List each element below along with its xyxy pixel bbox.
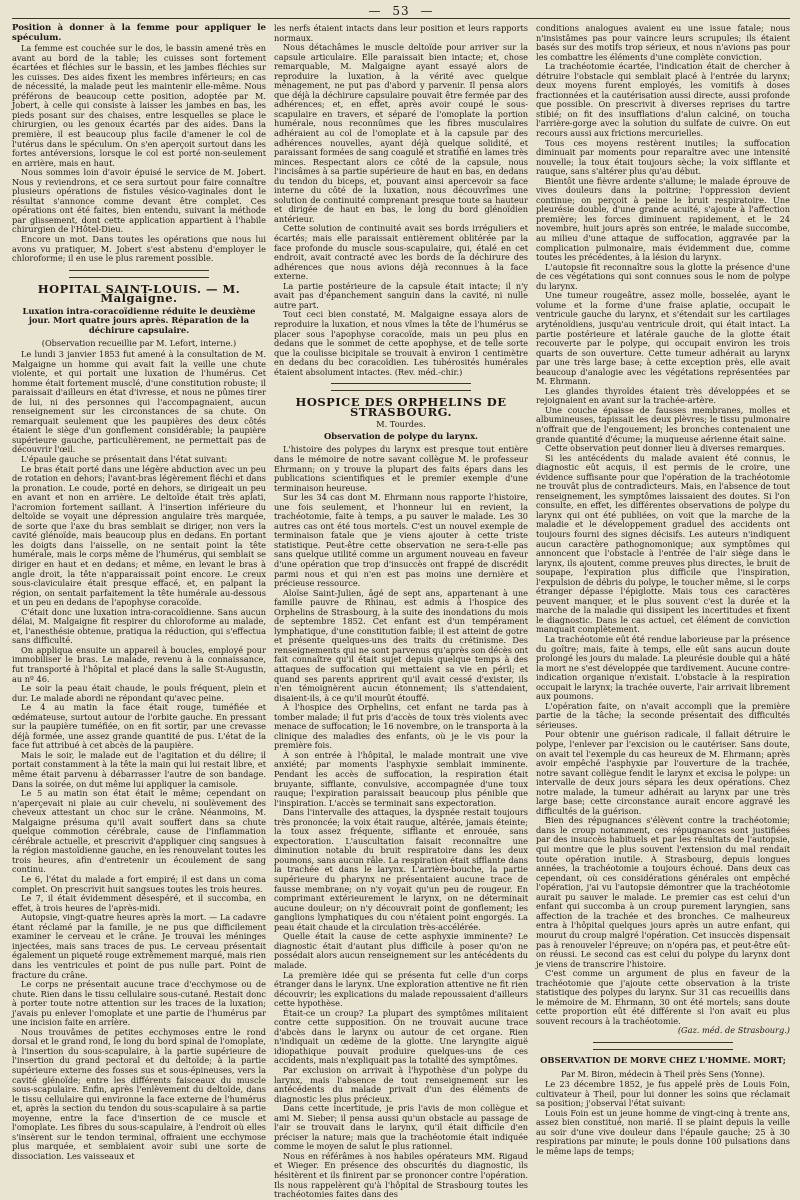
- text-columns: [12, 23, 790, 1200]
- paragraph: Tout ceci bien constaté, M. Malgaigne essaya alors de reproduire la luxation, et nous vîmes la tête de l'humérus se placer sous l'apophyse coracoïde, mais un peu plus en dedans que le sommet de cette apophyse, et de telle sorte que la coulisse bicipitale se trouvait à environ 1 centimètre en dedans du bec coracoïdien. Les tubérosités humérales étaient absolument intactes. (Rev. méd.-chir.): [274, 309, 528, 377]
- paragraph: Aloïse Saint-Julien, âgé de sept ans, appartenant à une famille pauvre de Rhinau, est admis à l'hospice des Orphelins de Strasbourg, à la suite des inondations du mois de septembre 1852. Cet enfant est d'un tempérament lymphatique, d'une constitution faible; il est atteint de gotre et présente quelques-uns des traits du crétinisme. Des renseignements qui ne sont parvenus qu'après son décès ont fait connaître qu'il était sujet depuis quelque temps à des attaques de suffocation qui mettaient sa vie en péril; et quand ses parents apprirent qu'il avait cessé d'exister, ils n'en témoignèrent aucun étonnement; ils s'attendaient, disaient-ils, à ce qu'il mourût étouffé.: [274, 587, 528, 703]
- paragraph: C'est comme un argument de plus en faveur de la trachéotomie que j'ajoute cette observation à la triste statistique des polypes du larynx. Sur 31 cas recueillis dans le mémoire de M. Ehrmann, 30 ont été mortels; sans doute cette proportion eût été différente si l'on avait eu plus souvent recours à la trachéotomie.: [536, 968, 790, 1026]
- paragraph: À l'hospice des Orphelins, cet enfant ne tarda pas à tomber malade; il fut pris d'accès de toux très violents avec menace de suffocation; le 16 novembre, on le transporta à la clinique des maladies des enfants, où je le vis pour la première fois.: [274, 702, 528, 751]
- paragraph: Le lundi 3 janvier 1853 fut amené à la consultation de M. Malgaigne un homme qui avait fait la veille une chute violente, et qui portait une luxation de l'humérus. Cet homme était fortement musclé, d'une constitution robuste; il paraissait d'ailleurs en état d'ivresse, et nous ne pûmes tirer de lui, ni des personnes qui l'accompagnaient, aucun renseignement sur les circonstances de sa chute. On remarquait seulement que les paupières des deux côtés étaient le siège d'un gonflement considérable; la paupière supérieure gauche, particulièrement, ne permettait pas de découvrir l'œil.: [12, 348, 266, 455]
- paragraph: La première idée qui se présenta fut celle d'un corps étranger dans le larynx. Une exploration attentive ne fit rien découvrir; les explications du malade repoussaient d'ailleurs cette hypothèse.: [274, 969, 528, 1009]
- paragraph: La trachéotomie eût été rendue laborieuse par la présence du goître; mais, faite à temps, elle eût sans aucun doute prolongé les jours du malade. La pleurésie double qui a hâté la mort ne s'est développée que tardivement. Aucune contre-indication organique n'existait. L'obstacle à la respiration occupait le larynx; la trachée ouverte, l'air arrivait librement aux poumons.: [536, 634, 790, 702]
- paragraph: Si les antécédents du malade avaient été connus, le diagnostic eût acquis, il est permis de le croire, une évidence suffisante pour que l'opération de la trachéotomie ne trouvât plus de contradicteurs. Mais, en l'absence de tout renseignement, les symptômes laissaient des doutes. Si l'on consulte, en effet, les différentes observations de polype du larynx qui ont été publiées, on voit que la marche de la maladie et le développement graduel des accidents ont toujours fourni des signes décisifs. Les auteurs n'indiquent aucun caractère pathognomonique; aux symptômes qui annoncent que l'obstacle à l'entrée de l'air siège dans le larynx, ils ajoutent, comme preuves plus directes, le bruit de soupape, l'expiration plus difficile que l'inspiration, l'expulsion de débris du polype, le toucher même, si le corps étranger dépasse l'épiglotte. Mais tous ces caractères peuvent manquer, et le plus souvent c'est la durée et la marche de la maladie qui dissipent les incertitudes et fixent le diagnostic. Dans le cas actuel, cet élément de conviction manquait complètement.: [536, 452, 790, 635]
- paragraph: Le corps ne présentait aucune trace d'ecchymose ou de chute. Rien dans le tissu cellulaire sous-cutané. Restait donc à porter toute notre attention sur les traces de la luxation; j'avais pu enlever l'omoplate et une partie de l'humérus par une incision faite en arrière.: [12, 979, 266, 1028]
- observation-title: OBSERVATION DE MORVE CHEZ L'HOMME. MORT;: [540, 1054, 786, 1065]
- paragraph: Le soir la peau était chaude, le pouls fréquent, plein et dur. Le malade abordi ne répondant qu'avec peine.: [12, 683, 266, 703]
- paragraph: conditions analogues avaient eu une issue fatale; nous n'insistâmes pas pour vaincre leurs scrupules; ils étaient basés sur des motifs trop sérieux, et nous n'avions pas pour les combattre les éléments d'une complète conviction.: [536, 23, 790, 62]
- paragraph: Nous en référâmes à nos habiles opérateurs MM. Rigaud et Wieger. En présence des obscurités du diagnostic, ils hésitèrent et ils finirent par se prononcer contre l'opération. Ils nous rappelèrent qu'à l'hôpital de Strasbourg toutes les trachéotomies faites dans des: [274, 1150, 528, 1200]
- paragraph: L'épaule gauche se présentait dans l'état suivant:: [21, 453, 228, 464]
- observation-author: Par M. Biron, médecin à Theil près Sens (Yonne).: [560, 1068, 766, 1079]
- paragraph: Les glandes thyroïdes étaient très développées et se rejoignaient en avant sur la trachée-artère.: [536, 385, 790, 406]
- paragraph: La femme est couchée sur le dos, le bassin amené très en avant au bord de la table; les cuisses sont fortement écartées et fléchies sur le bassin, et les jambes fléchies sur les cuisses. Des aides fixent les membres inférieurs; en cas de nécessité, la malade peut les maintenir elle-même. Nous préférons de beaucoup cette position, adoptée par M. Jobert, à celle qui consiste à laisser les jambes en bas, les pieds posant sur des chaises, entre lesquelles se place le chirurgien, ou les genoux écartés par des aides. Dans la première, il est beaucoup plus facile d'amener le col de l'utérus dans le spéculum. On s'en aperçoit surtout dans les fortes antéversions, lorsque le col est porté non-seulement en arrière, mais en haut.: [12, 43, 266, 168]
- paragraph: Une tumeur rougeâtre, assez molle, bosselée, ayant le volume et la forme d'une fraise aplatie, occupait le ventricule gauche du larynx, et s'étendait sur les cartilages aryténoïdiens, jusqu'au ventricule droit, qui était intact. La partie postérieure et latérale gauche de la glotte était recouverte par le polype, qui occupait environ les trois quarts de son ouverture. Cette tumeur adhérait au larynx par une très large base; à cette exception près, elle avait beaucoup d'analogie avec les végétations représentées par M. Ehrmann.: [536, 290, 790, 387]
- paragraph: On appliqua ensuite un appareil à boucles, employé pour immobiliser le bras. Le malade, revenu à la connaissance, fut transporté à l'hôpital et placé dans la salle St-Augustin, au nº 46.: [12, 644, 266, 684]
- paragraph: Le 6, l'état du malade a fort empiré; il est dans un coma complet. On prescrivit huit sangsues toutes les trois heures.: [12, 874, 266, 894]
- section-separator: [69, 270, 209, 278]
- page-number: — 53 —: [368, 4, 434, 18]
- paragraph: Dans l'intervalle des attaques, la dyspnée restait toujours très prononcée; la voix était rauque, altérée, jamais éteinte; la toux assez fréquente, sifflante et enrouée, sans expectoration. L'auscultation faisait reconnaître une diminution notable du bruit respiratoire dans les deux poumons, sans aucun râle. La respiration était sifflante dans la trachée et dans le larynx. L'arrière-bouche, la partie supérieure du pharynx ne présentaient aucune trace de fausse membrane; on n'y voyait qu'un peu de rougeur. En comprimant extérieurement le larynx, on ne déterminait aucune douleur; on n'y découvrait point de gonflement; les ganglions lymphatiques du cou n'étaient point engorgés. La peau était chaude et la circulation très-accélérée.: [274, 807, 528, 932]
- paragraph: Le 7, il était évidemment désespéré, et il succomba, en effet, à trois heures de l'après-midi.: [12, 893, 266, 913]
- paragraph: Mais le soir, le malade eut de l'agitation et du délire; il portait constamment à la tête la main qui lui restait libre, et même était parvenu à débarrasser l'autre de son bandage. Dans la soirée, on dut même lui appliquer la camisole.: [12, 749, 266, 789]
- column-3: [536, 24, 790, 1172]
- paragraph: Sur les 34 cas dont M. Ehrmann nous rapporte l'histoire, une fois seulement, et l'honneur lui en revient, la trachéotomie, faite à temps, a pu sauver le malade. Les 30 autres cas ont été tous mortels. C'est un nouvel exemple de terminaison fatale que je viens ajouter à cette triste statistique. Peut-être cette observation ne sera-t-elle pas sans quelque utilité comme un argument nouveau en faveur d'une opération que trop d'insuccès ont frappé de discrédit parmi nous et qui n'en est pas moins une dernière et précieuse ressource.: [274, 492, 528, 589]
- paragraph: Le 5 au matin son état était le même; cependant on n'aperçevait ni plaie au cuir chevelu, ni soulèvement des cheveux attestant un choc sur le crâne. Néanmoins, M. Malgaigne présuma qu'il avait souffert dans sa chute quelque commotion cérébrale, cause de l'inflammation cérébrale actuelle, et prescrivit d'appliquer cinq sangsues à la région mastoïdienne gauche, en les renouvelant toutes les trois heures, afin d'entretenir un écoulement de sang continu.: [12, 788, 266, 875]
- source-citation: (Gaz. méd. de Strasbourg.): [677, 1025, 790, 1036]
- paragraph: Le 4 au matin la face était rouge, tuméfiée et œdémateuse, surtout autour de l'orbite gauche. En pressant sur la paupière tuméfiée, on en fit sortir, par une crevasse déjà formée, une assez grande quantité de pus. L'état de la face fut attribué à cet abcès de la paupière.: [12, 702, 266, 751]
- case-title: Luxation intra-coracoïdienne réduite le deuxième jour. Mort quatre jours après. Réparation de la déchirure capsulaire.: [22, 305, 256, 335]
- paragraph: Le 23 décembre 1852, je fus appelé près de Louis Foin, cultivateur à Theil, pour lui donner les soins que réclamait sa position; j'observai l'état suivant:: [536, 1079, 790, 1109]
- paragraph: La trachéotomie écartée, l'indication était de chercher à détruire l'obstacle qui semblait placé à l'entrée du larynx; deux moyens furent employés, les vomitifs à doses fractionnées et la cautérisation aussi directe, aussi profonde que possible. On prescrivit à diverses reprises du tartre stibié; on fit des insufflations d'alun calciné, on toucha l'arrière-gorge avec la solution du sulfate de cuivre. On eut recours aussi aux frictions mercurielles.: [536, 61, 790, 139]
- paragraph: Quelle était la cause de cette asphyxie imminente? Le diagnostic était d'autant plus difficile à poser qu'on ne possédait alors aucun renseignement sur les antécédents du malade.: [274, 931, 528, 970]
- header-rule: [12, 18, 790, 19]
- doctor-name: M. Tourdes.: [376, 419, 426, 430]
- paragraph: L'opération faite, on n'avait accompli que la première partie de la tâche; la seconde présentait des difficultés sérieuses.: [536, 700, 790, 730]
- paragraph: Cette solution de continuité avait ses bords irréguliers et écartés; mais elle paraissait entièrement oblitérée par la face profonde du muscle sous-scapulaire, qui, étalé en cet endroit, avait contracté avec les bords de la déchirure des adhérences que nous avions déjà reconnues à la face externe.: [274, 223, 528, 282]
- paragraph: Autopsie, vingt-quatre heures après la mort. — La cadavre étant réclamé par la famille, je ne pus que difficilement examiner le cerveau et le crâne. Je trouvai les méninges injectées, mais sans traces de pus. Le cerveau présentait également un piqueté rouge extrêmement marqué, mais rien dans les ventricules et point de pus nulle part. Point de fracture du crâne.: [12, 912, 266, 980]
- paragraph: Encore un mot. Dans toutes les opérations que nous lui avons vu pratiquer, M. Jobert s'est abstenu d'employer le chloroforme; il en use le plus rarement possible.: [12, 234, 266, 264]
- paragraph: Cette observation peut donner lieu à diverses remarques.: [545, 443, 785, 454]
- paragraph: Était-ce un croup? La plupart des symptômes militaient contre cette supposition. On ne trouvait aucune trace d'abcès dans le larynx ou autour de cet organe. Rien n'indiquait un œdème de la glotte. Une laryngite aiguë idiopathique pouvait produire quelques-uns de ces accidents, mais n'expliquait pas la totalité des symptômes.: [274, 1007, 528, 1066]
- paragraph: À son entrée à l'hôpital, le malade montrait une vive anxiété; par moments l'asphyxie semblait imminente. Pendant les accès de suffocation, la respiration était bruyante, sifflante, convulsive, accompagnée d'une toux rauque; l'expiration paraissait beaucoup plus pénible que l'inspiration. L'accès se terminait sans expectoration.: [274, 749, 528, 808]
- paragraph: Bientôt une fièvre ardente s'allume; le malade éprouve de vives douleurs dans la poitrine; l'oppression devient continue; on perçoit à peine le bruit respiratoire. Une pleurésie double, d'une grande acuité, s'ajoute à l'affection première; les forces diminuent rapidement, et le 24 novembre, huit jours après son entrée, le malade succombe, au milieu d'une attaque de suffocation, aggravée par la complication pulmonaire, mais évidemment due, comme toutes les précédentes, à la lésion du larynx.: [536, 175, 790, 263]
- paragraph: Nous trouvâmes de petites ecchymoses entre le rond dorsal et le grand rond, le long du bord spinal de l'omoplate, à l'insertion du sous-scapulaire, à la partie supérieure de l'insertion du grand pectoral et du deltoïde; à la partie supérieure externe des fosses sus et sous-épineuses, vers la cavité glénoïde; entre les différents faisceaux du muscle sous-scapulaire. Enfin, après l'enlèvement du deltoïde, dans le tissu cellulaire qui environne la face externe de l'humérus et, après la section du tendon du sous-scapulaire à sa partie moyenne, entre la face d'insertion de ce muscle et l'omoplate. Les fibres du sous-scapulaire, à l'endroit où elles s'insèrent sur le tendon terminal, offraient une ecchymose plus marquée, et semblaient avoir subi une sorte de dissociation. Les vaisseaux et: [12, 1026, 266, 1161]
- paragraph: Louis Foin est un jeune homme de vingt-cinq à trente ans, assez bien constitué, non marié. Il se plaint depuis la veille au soir d'une vive douleur dans l'épaule gauche; 25 à 30 respirations par minute; le pouls donne 100 pulsations dans le même laps de temps;: [536, 1107, 790, 1156]
- column-2: [274, 23, 528, 1200]
- section-heading: Position à donner à la femme pour appliquer le spéculum.: [12, 23, 266, 43]
- paragraph: Tous ces moyens restèrent inutiles; la suffocation diminuait par moments pour reparaître avec une intensité nouvelle; la toux était toujours sèche; la voix sifflante et rauque, sans s'altérer plus qu'au début.: [536, 137, 790, 177]
- paragraph: Bien des répugnances s'élèvent contre la trachéotomie; dans le croup notamment, ces répugnances sont justifiées par des insuccès habituels et par les résultats de l'autopsie, qui montre que le plus souvent l'extension du mal rendait toute opération inutile. À Strasbourg, depuis longues années, la trachéotomie a toujours échoué. Dans deux cas cependant, où ces considérations générales ont empêché l'opération, j'ai vu l'autopsie démontrer que la trachéotomie aurait pu sauver le malade. Le premier cas est celui d'un enfant qui succomba à un croup purement laryngien, sans affection de la trachée et des bronches. Ce malheureux entra à l'hôpital quelques jours après un autre enfant, qui mourut du croup malgré l'opération. Cet insuccès dispensait pas à renouveler l'épreuve; on n'opéra pas, et peut-être eût-on réussi. Le second cas est celui du polype du larynx dont je viens de transcrire l'histoire.: [536, 815, 790, 969]
- paragraph: C'était donc une luxation intra-coracoïdienne. Sans aucun délai, M. Malgaigne fit respirer du chloroforme au malade, et, l'anesthésie obtenue, pratiqua la réduction, qui s'effectua sans difficulté.: [12, 606, 266, 646]
- paragraph: Une couche épaisse de fausses membranes, molles et albumineuses, tapissait les deux plèvres; le tissu pulmonaire n'offrait que de l'engouement; les bronches contenaient une grande quantité d'écume; la muqueuse aérienne était saine.: [536, 404, 790, 444]
- paragraph: Nous sommes loin d'avoir épuisé le service de M. Jobert. Nous y reviendrons, et ce sera surtout pour faire connaître plusieurs opérations de fistules vésico-vaginales dont le résultat s'annonce comme devant être complet. Ces opérations ont été faites, bien entendu, suivant la méthode par glissement, dont cette application appartient à l'habile chirurgien de l'Hôtel-Dieu.: [12, 167, 266, 235]
- paragraph: L'histoire des polypes du larynx est presque tout entière dans le mémoire de notre savant collègue M. le professeur Ehrmann; on y trouve la plupart des faits épars dans les publications scientifiques et le premier exemple d'une terminaison heureuse.: [274, 444, 528, 493]
- section-separator: [593, 1042, 733, 1050]
- hospital-title: HOPITAL SAINT-LOUIS. — M. Malgaigne.: [37, 281, 241, 306]
- paragraph: Par exclusion on arrivait à l'hypothèse d'un polype du larynx, mais l'absence de tout renseignement sur les antécédents du malade privait d'un des éléments de diagnostic les plus précieux.: [274, 1064, 528, 1104]
- column-1: [12, 24, 266, 1172]
- paragraph: les nerfs étaient intacts dans leur position et leurs rapports normaux.: [274, 23, 528, 43]
- paragraph: La partie postérieure de la capsule était intacte; il n'y avait pas d'épanchement sanguin dans la cavité, ni nulle autre part.: [274, 280, 528, 310]
- section-separator: [331, 383, 471, 391]
- paragraph: Dans cette incertitude, je pris l'avis de mon collègue et ami M. Sieber; il pensa aussi qu'un obstacle au passage de l'air se trouvait dans le larynx, qu'il était difficile d'en préciser la nature; mais que la trachéotomie était indiquée comme le moyen de salut le plus rationnel.: [274, 1103, 528, 1152]
- paragraph: L'autopsie fit reconnaître sous la glotte la présence d'une de ces végétations qui sont connues sous le nom de polype du larynx.: [536, 261, 790, 291]
- paragraph: Le bras était porté dans une légère abduction avec un peu de rotation en dehors; l'avant-bras légèrement fléchi et dans la pronation. Le coude, porté en dehors, se dirigeait un peu en avant et non en arrière. Le deltoïde était très aplati, l'acromion fortement saillant. À l'insertion inférieure du deltoïde se voyait une dépression angulaire très marquée, de sorte que l'axe du bras semblait se diriger, non vers la cavité glénoïde, mais beaucoup plus en dedans. En portant les doigts dans l'aisselle, on ne sentait point la tête humérale, mais le corps même de l'humérus, qui semblait se diriger en haut et en dedans; et même, en levant le bras à angle droit, la tête n'apparaissait point encore. Le creux sous-claviculaire était presque effacé, et, en palpant la région, on sentait parfaitement la tête humérale au-dessous et un peu en dedans de l'apophyse coracoïde.: [12, 463, 266, 608]
- observation-title: Observation de polype du larynx.: [324, 430, 478, 441]
- paragraph: Nous détachâmes le muscle deltoïde pour arriver sur la capsule articulaire. Elle paraissait bien intacte; et, chose remarquable, M. Malgaigne ayant essayé alors de reproduire la luxation, à la vérité avec quelque ménagement, ne put pas d'abord y parvenir. Il pensa alors que déjà la déchirure capsulaire pouvait être fermée par des adhérences; et, en effet, après avoir coupé le sous-scapulaire en travers, et séparé de l'omoplate la portion humérale, nous reconnûmes que les fibres musculaires adhéraient au col de l'omoplate et à la capsule par des adhérences nouvelles, ayant déjà quelque solidité, et paraissant formées de sang coagulé et stratifié en lames très minces. Respectant alors ce côté de la capsule, nous l'incisâmes à sa partie supérieure de haut en bas, en dedans du tendon du biceps, et, pouvant ainsi apercevoir sa face interne du côté de la luxation, nous découvrîmes une solution de continuité comprenant presque toute sa hauteur et dirigée de haut en bas, le long du bord glénoïdien antérieur.: [274, 42, 528, 224]
- paragraph: Pour obtenir une guérison radicale, il fallait détruire le polype, l'enlever par l'excision ou le cautériser. Sans doute, on avait tel l'exemple du cas heureux de M. Ehrmann; après avoir empêché l'asphyxie par l'ouverture de la trachée, notre savant collègue fendit le larynx et excisa le polype: un intervalle de deux jours sépara les deux opérations. Chez notre malade, la tumeur adhérait au larynx par une très large base; cette circonstance aurait encore aggravé les difficultés de la guérison.: [536, 729, 790, 816]
- hospital-title: HOSPICE DES ORPHELINS DE STRASBOURG.: [295, 395, 507, 419]
- case-observer: (Observation recueillie par M. Lefort, interne.): [41, 338, 237, 349]
